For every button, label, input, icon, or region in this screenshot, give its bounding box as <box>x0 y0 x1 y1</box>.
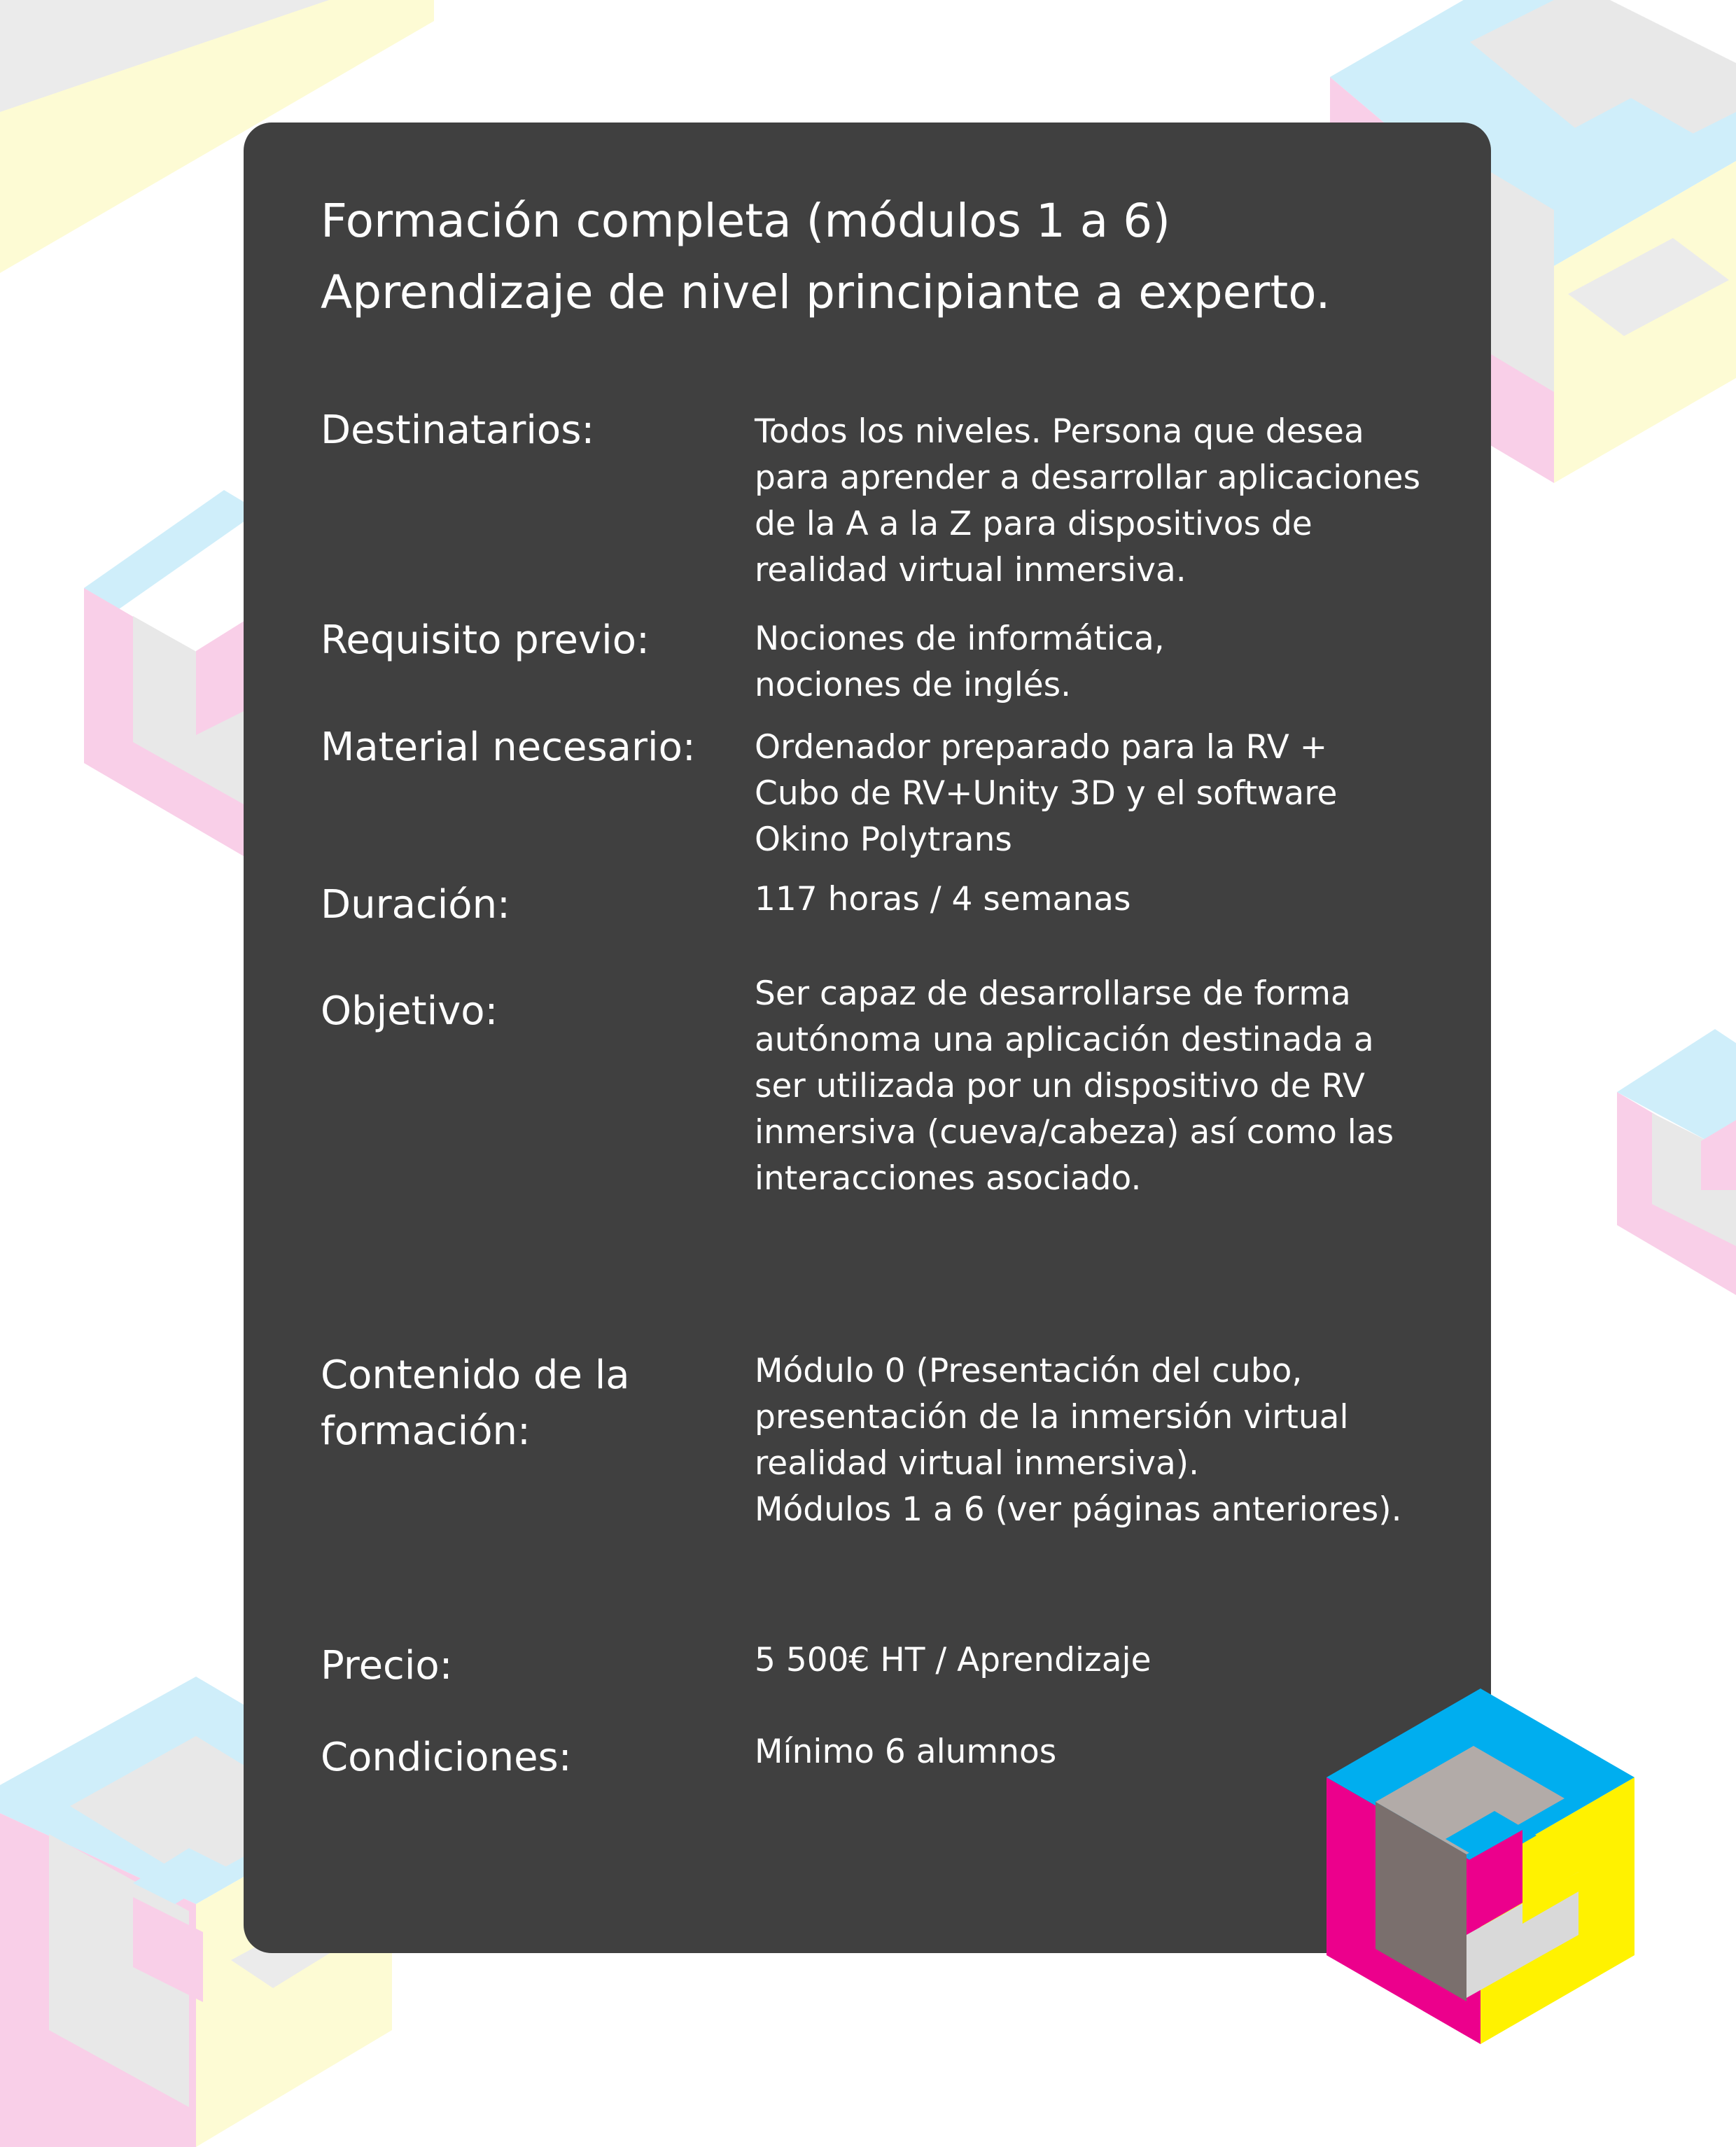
page-title <box>321 186 1330 328</box>
value-line: 5 500€ HT / Aprendizaje <box>755 1641 1152 1679</box>
label-destinatarios: Destinatarios: <box>321 407 595 453</box>
value-line: Ordenador preparado para la RV + <box>755 728 1328 767</box>
title-line-1: Formación completa (módulos 1 a 6) <box>321 194 1170 248</box>
value-line: Módulos 1 a 6 (ver páginas anteriores). <box>755 1490 1402 1529</box>
label-line: formación: <box>321 1408 531 1454</box>
title-line-2: Aprendizaje de nivel principiante a experto. <box>321 265 1331 319</box>
value-line: nociones de inglés. <box>755 666 1072 704</box>
value-material-necesario <box>755 725 1455 863</box>
value-contenido-formacion <box>755 1348 1455 1533</box>
value-objetivo <box>755 971 1455 1202</box>
value-line: presentación de la inmersión virtual <box>755 1398 1349 1436</box>
value-line: Todos los niveles. Persona que desea <box>755 412 1364 451</box>
value-requisito-previo <box>755 616 1455 708</box>
value-duracion <box>755 876 1455 923</box>
value-line: Okino Polytrans <box>755 820 1012 859</box>
cube-logo-icon <box>1326 1688 1634 2044</box>
label-precio: Precio: <box>321 1643 453 1688</box>
label-condiciones: Condiciones: <box>321 1735 572 1780</box>
value-line: Ser capaz de desarrollarse de forma <box>755 974 1351 1013</box>
value-line: para aprender a desarrollar aplicaciones <box>755 459 1421 497</box>
label-line: Contenido de la <box>321 1352 630 1398</box>
value-line: inmersiva (cueva/cabeza) así como las <box>755 1113 1394 1152</box>
decor-cube-right-middle <box>1617 1029 1736 1295</box>
value-destinatarios <box>755 409 1455 594</box>
value-line: interacciones asociado. <box>755 1159 1142 1198</box>
value-line: Cubo de RV+Unity 3D y el software <box>755 774 1338 813</box>
value-line: autónoma una aplicación destinada a <box>755 1021 1374 1059</box>
label-contenido-formacion <box>321 1348 630 1460</box>
label-requisito-previo: Requisito previo: <box>321 617 650 663</box>
value-line: 117 horas / 4 semanas <box>755 880 1131 918</box>
info-card <box>244 123 1491 1953</box>
value-line: Nociones de informática, <box>755 620 1165 658</box>
value-line: Módulo 0 (Presentación del cubo, <box>755 1352 1303 1390</box>
label-objetivo: Objetivo: <box>321 988 498 1034</box>
value-line: ser utilizada por un dispositivo de RV <box>755 1067 1365 1105</box>
value-line: realidad virtual inmersiva). <box>755 1444 1200 1483</box>
value-line: de la A a la Z para dispositivos de <box>755 505 1312 543</box>
label-material-necesario: Material necesario: <box>321 725 696 770</box>
decor-cube-left-middle <box>84 490 259 861</box>
label-duracion: Duración: <box>321 882 510 928</box>
value-precio <box>755 1637 1455 1684</box>
value-line: realidad virtual inmersiva. <box>755 551 1186 589</box>
value-line: Mínimo 6 alumnos <box>755 1733 1057 1771</box>
